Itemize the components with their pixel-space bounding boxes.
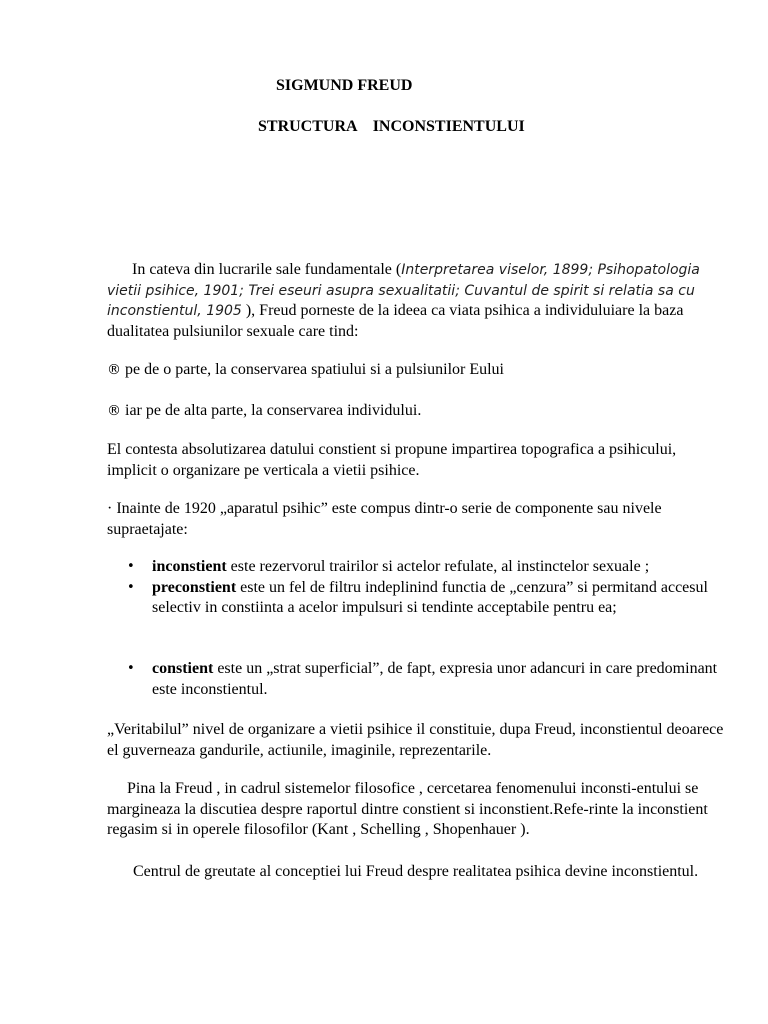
- registered-symbol-icon: ®: [107, 362, 121, 378]
- paragraph-1920: · Inainte de 1920 „aparatul psihic” este compus dintr-o serie de componente sau nivele supraetajate:: [107, 500, 662, 538]
- paragraph-centrul: [107, 862, 727, 883]
- paragraph-centrul-text: Centrul de greutate al conceptiei lui Freud despre realitatea psihica devine inconstientul.: [133, 863, 699, 880]
- levels-list: [127, 557, 727, 619]
- registered-symbol-icon: ®: [107, 403, 121, 419]
- levels-list-continued: [127, 659, 727, 700]
- point-2-text: iar pe de alta parte, la conservarea individului.: [121, 402, 422, 419]
- paragraph-pina: [107, 779, 727, 841]
- level-text: este un „strat superficial”, de fapt, expresia unor adancuri in care predominant este inconstientul.: [152, 660, 718, 698]
- intro-lead: In cateva din lucrarile sale fundamentale (: [132, 261, 402, 278]
- intro-works: Interpretarea viselor, 1899; Psihopatologia vietii psihice, 1901; Trei eseuri asupra sexualitatii; Cuvantul de spirit si relatia sa cu inconstientul, 1905: [107, 262, 700, 319]
- point-1-text: pe de o parte, la conservarea spatiului si a pulsiunilor Eului: [121, 361, 504, 378]
- bullet-icon: •: [127, 559, 135, 574]
- intro-paragraph: [107, 260, 727, 342]
- paragraph-veritabil: „Veritabilul” nivel de organizare a vietii psihice il constituie, dupa Freud, inconstientul deoarece el guverneaza gandurile, actiunile, imaginile, reprezentarile.: [107, 721, 724, 759]
- bullet-icon: •: [127, 661, 135, 676]
- level-term: inconstient: [152, 558, 227, 575]
- document-subtitle: STRUCTURA INCONSTIENTULUI: [258, 118, 525, 135]
- level-term: preconstient: [152, 578, 237, 596]
- level-term: constient: [152, 660, 214, 677]
- paragraph-pina-text: Pina la Freud , in cadrul sistemelor filosofice , cercetarea fenomenului inconsti-entului se margineaza la discutiea despre raportul dintre constient si inconstient.Refe-rinte la inconstient regasim si in operele filosofilor (Kant , Schelling , Shopenhauer ).: [107, 780, 708, 838]
- bullet-icon: •: [127, 579, 135, 595]
- level-text: este rezervorul trairilor si actelor refulate, al instinctelor sexuale ;: [226, 558, 650, 575]
- point-conservation-individual: [107, 401, 727, 422]
- list-item: [127, 557, 727, 578]
- intro-tail: ), Freud porneste de la ideea ca viata psihica a individuluiare la baza dualitatea pulsiunilor sexuale care tind:: [107, 302, 684, 340]
- list-item: [127, 659, 727, 700]
- list-item: [127, 578, 727, 619]
- level-text: este un fel de filtru indeplinind functia de „cenzura” si permitand accesul selectiv in constiinta a acelor impulsuri si tendinte acceptabile pentru ea;: [152, 578, 708, 616]
- point-conservation-space: [107, 360, 727, 381]
- paragraph-contesta: El contesta absolutizarea datului constient si propune impartirea topografica a psihicului, implicit o organizare pe verticala a vietii psihice.: [107, 441, 677, 479]
- document-title: SIGMUND FREUD: [276, 77, 413, 94]
